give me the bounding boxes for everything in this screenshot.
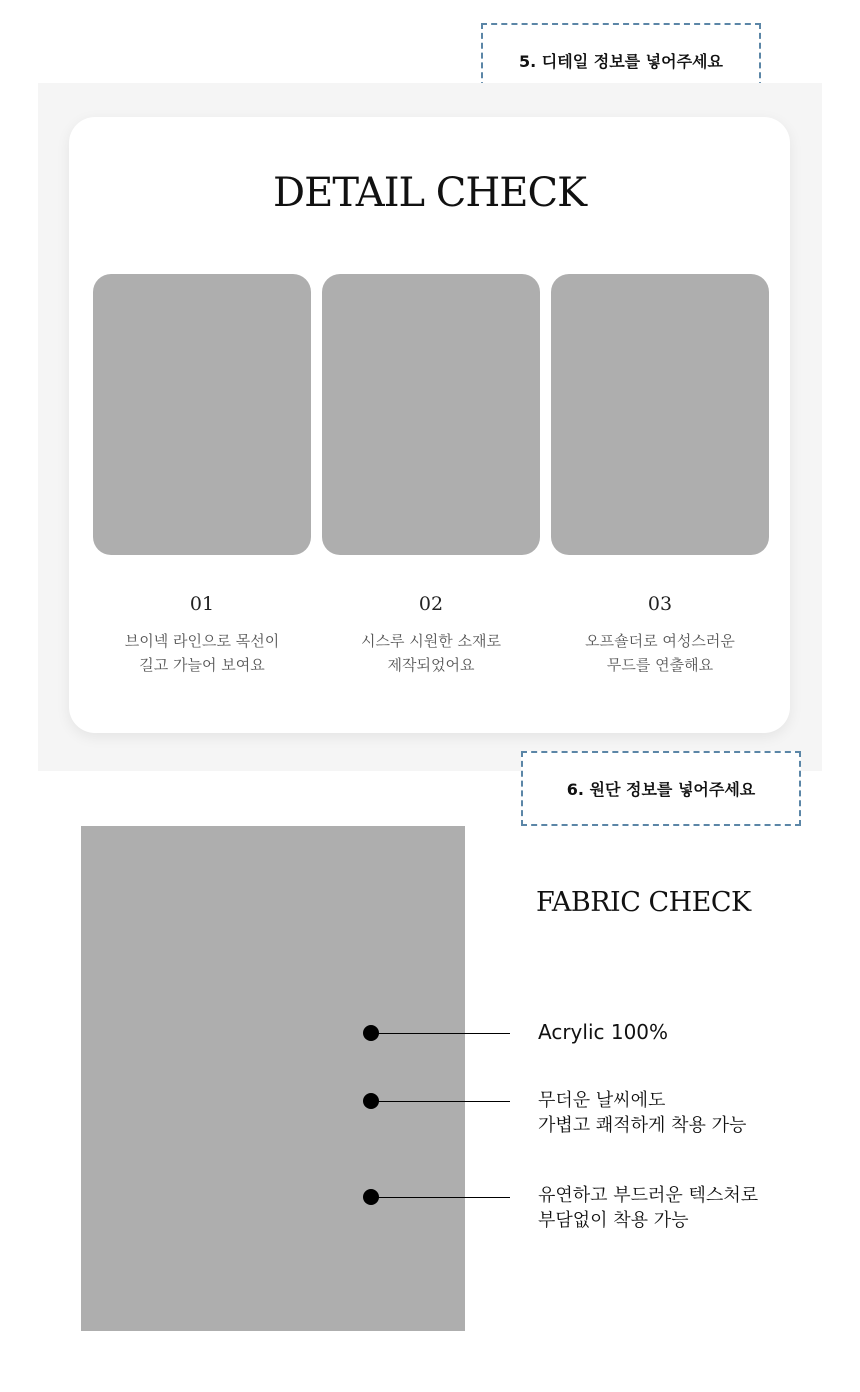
detail-photo-1: [93, 274, 311, 555]
detail-description-3: [551, 629, 769, 677]
fabric-point-line: Acrylic 100%: [538, 1020, 669, 1044]
detail-check-section: [38, 83, 822, 771]
detail-number-3: 03: [647, 593, 673, 615]
detail-description-1: [93, 629, 311, 677]
detail-number-1: 01: [189, 593, 215, 615]
detail-description-line: 길고 가늘어 보여요: [139, 656, 265, 674]
fabric-pointer-line-1: [372, 1033, 510, 1034]
detail-check-card: [69, 117, 790, 733]
fabric-point-2: [538, 1088, 746, 1138]
fabric-photo: [81, 826, 465, 1331]
fabric-instruction-note: 6. 원단 정보를 넣어주세요: [521, 751, 801, 826]
detail-description-2: [322, 629, 540, 677]
detail-photo-3: [551, 274, 769, 555]
fabric-point-line: 무더운 날씨에도: [538, 1090, 666, 1111]
fabric-pointer-line-2: [372, 1101, 510, 1102]
detail-check-title: DETAIL CHECK: [273, 170, 586, 216]
detail-number-2: 02: [418, 593, 444, 615]
fabric-point-3: [538, 1183, 758, 1233]
detail-description-line: 브이넥 라인으로 목선이: [124, 632, 280, 650]
detail-photo-2: [322, 274, 540, 555]
fabric-pointer-line-3: [372, 1197, 510, 1198]
detail-description-line: 제작되었어요: [387, 656, 475, 674]
fabric-point-line: 부담없이 착용 가능: [538, 1210, 689, 1231]
fabric-check-title: FABRIC CHECK: [536, 887, 751, 918]
fabric-point-1: [538, 1020, 668, 1045]
fabric-point-line: 유연하고 부드러운 텍스처로: [538, 1185, 759, 1206]
detail-description-line: 시스루 시원한 소재로: [361, 632, 501, 650]
detail-instruction-note: 5. 디테일 정보를 넣어주세요: [481, 23, 761, 98]
detail-description-line: 무드를 연출해요: [606, 656, 714, 674]
fabric-point-line: 가볍고 쾌적하게 착용 가능: [538, 1115, 747, 1136]
detail-description-line: 오프숄더로 여성스러운: [585, 632, 735, 650]
